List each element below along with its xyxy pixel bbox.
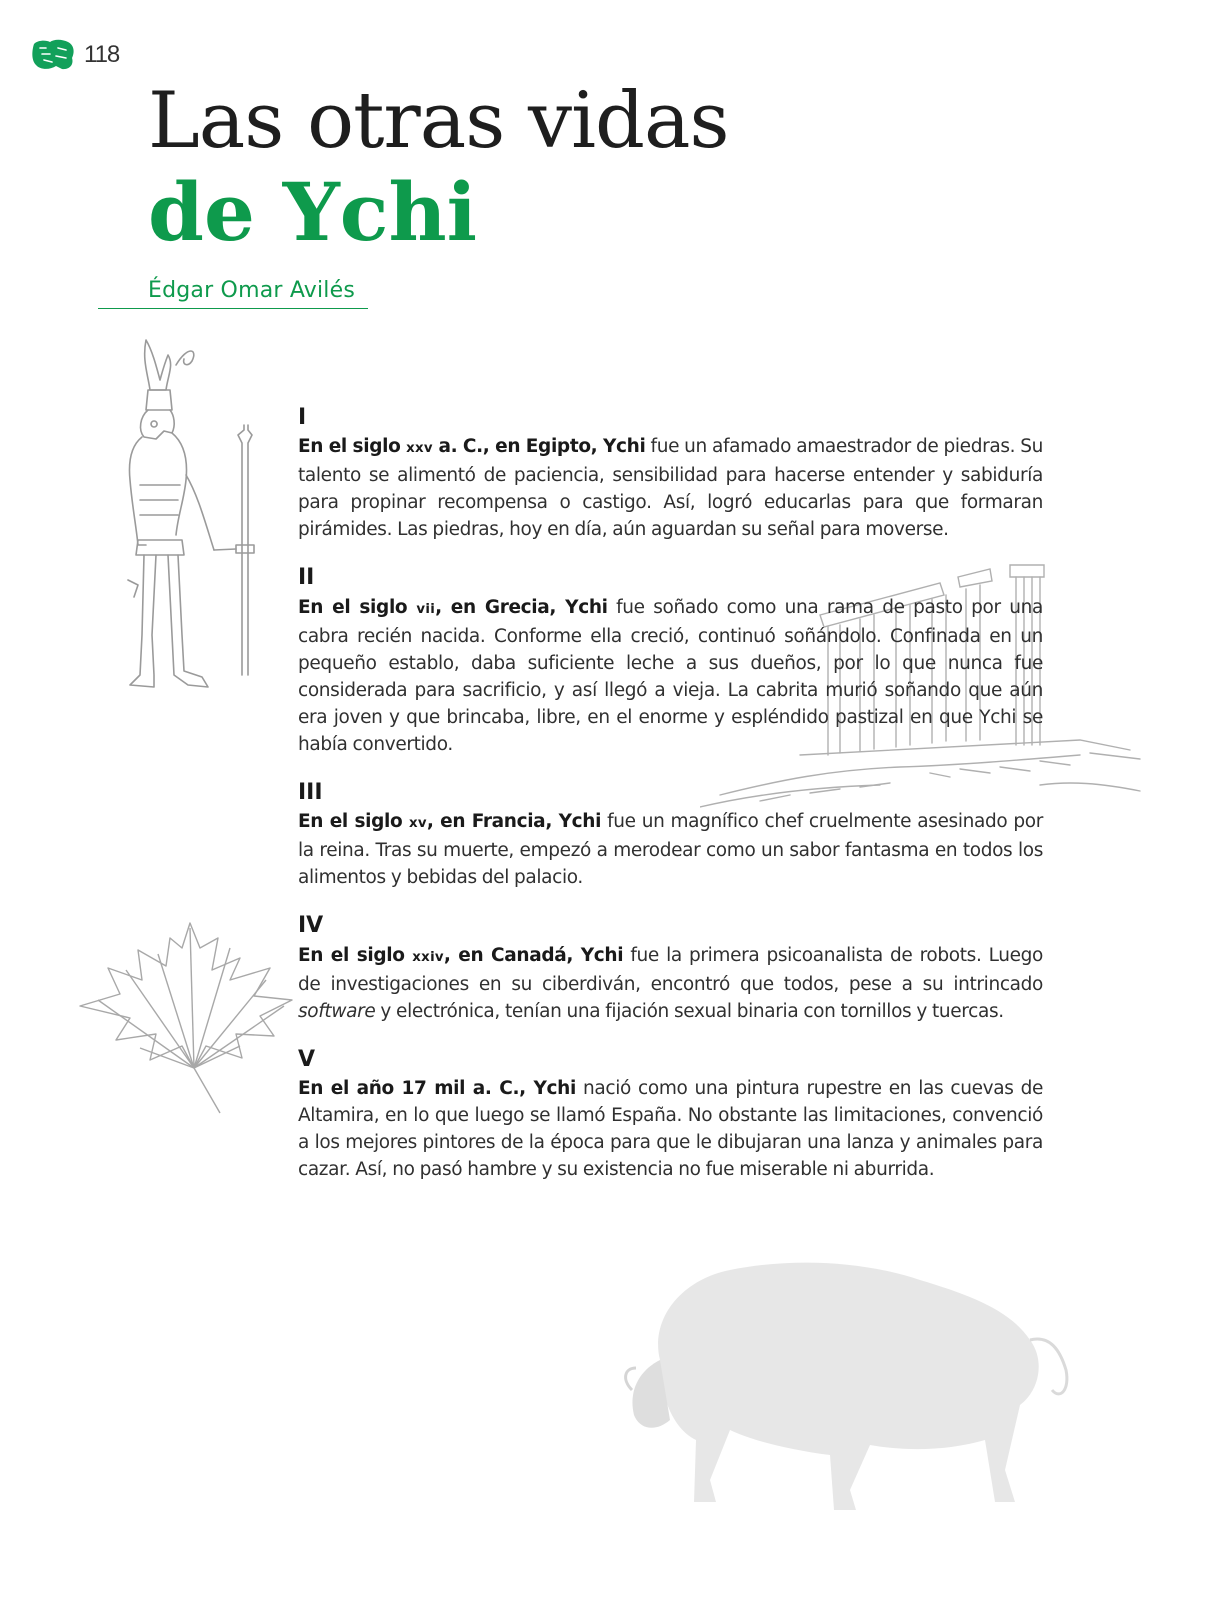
section-paragraph [298, 808, 1043, 891]
section-lead-text: En el siglo [298, 944, 413, 966]
page-number: 118 [84, 41, 120, 68]
section-body-text: fue la primera psicoanalista de robots. Luego de investigaciones en su ciberdiván, encontró que todos, pese a su intrincado [298, 944, 1044, 995]
green-glyph-logo-icon [30, 38, 76, 72]
section-body-text: fue soñado como una rama de pasto por una cabra recién nacida. Conforme ella creció, continuó soñándolo. Confinada en un pequeño establo, daba suficiente leche a sus dueños, por lo que nunca fue considerada para sacrificio, y así llegó a vieja. La cabrita murió soñando que aún era joven y que brincaba, libre, en el enorme y espléndido pastizal en que Ychi se había convertido. [298, 596, 1044, 755]
bison-illustration [620, 1240, 1080, 1520]
century-numeral: vii [416, 601, 436, 617]
section-lead-text: a. C., en Egipto, Ychi [432, 436, 646, 458]
maple-leaf-icon [70, 918, 300, 1118]
maple-leaf-illustration [70, 918, 300, 1118]
section-numeral: IV [298, 913, 324, 939]
section-lead-text: , en Canadá, Ychi [443, 944, 624, 966]
section-1 [298, 405, 1043, 543]
section-5 [298, 1047, 1043, 1183]
section-body-text: fue un afamado amaestrador de piedras. Su talento se alimentó de paciencia, sensibilidad para hacerse entender y sabiduría para propinar recompensa o castigo. Así, logró educarlas para que formaran pirámides. Las piedras, hoy en día, aún aguardan su señal para moverse. [298, 436, 1043, 541]
section-numeral: II [298, 565, 315, 591]
title-line-1: Las otras vidas [148, 76, 729, 166]
section-lead [298, 597, 608, 618]
story-body [298, 405, 1043, 1205]
section-paragraph [298, 433, 1043, 543]
section-lead [298, 811, 601, 832]
bison-icon [620, 1240, 1080, 1520]
section-paragraph [298, 594, 1043, 758]
author-byline: Édgar Omar Avilés [148, 278, 356, 303]
page-header [30, 38, 119, 72]
egyptian-god-illustration [118, 335, 268, 695]
section-lead [298, 436, 645, 457]
section-lead-text: En el siglo [298, 436, 407, 458]
section-lead-text: En el siglo [298, 811, 409, 833]
section-body-text: fue un magnífico chef cruelmente asesinado por la reina. Tras su muerte, empezó a merodear como un sabor fantasma en todos los alimentos y bebidas del palacio. [298, 811, 1044, 889]
title-line-2: de Ychi [148, 165, 478, 259]
section-2 [298, 565, 1043, 757]
section-paragraph [298, 1075, 1043, 1183]
section-body-text: y electrónica, tenían una fijación sexual binaria con tornillos y tuercas. [375, 1000, 1004, 1022]
century-numeral: xv [408, 816, 427, 832]
italic-term: software [298, 1000, 376, 1022]
section-lead-text: , en Francia, Ychi [426, 811, 602, 833]
section-lead-text: En el siglo [298, 596, 417, 618]
egyptian-god-icon [118, 335, 268, 695]
section-3 [298, 780, 1043, 891]
section-lead-text: , en Grecia, Ychi [435, 596, 608, 618]
section-paragraph [298, 942, 1043, 1025]
section-4 [298, 913, 1043, 1024]
section-lead: En el año 17 mil a. C., Ychi [298, 1077, 576, 1099]
century-numeral: xxiv [412, 949, 444, 965]
section-lead [298, 945, 623, 966]
section-numeral: III [298, 779, 323, 805]
author-rule [98, 308, 368, 309]
section-body-text: nació como una pintura rupestre en las cuevas de Altamira, en lo que luego se llamó España. No obstante las limitaciones, convenció a los mejores pintores de la época para que le dibujaran una lanza y animales para cazar. Así, no pasó hambre y su existencia no fue miserable ni aburrida. [298, 1077, 1043, 1180]
century-numeral: xxv [406, 441, 433, 457]
section-numeral: I [298, 405, 307, 430]
section-numeral: V [298, 1046, 316, 1072]
